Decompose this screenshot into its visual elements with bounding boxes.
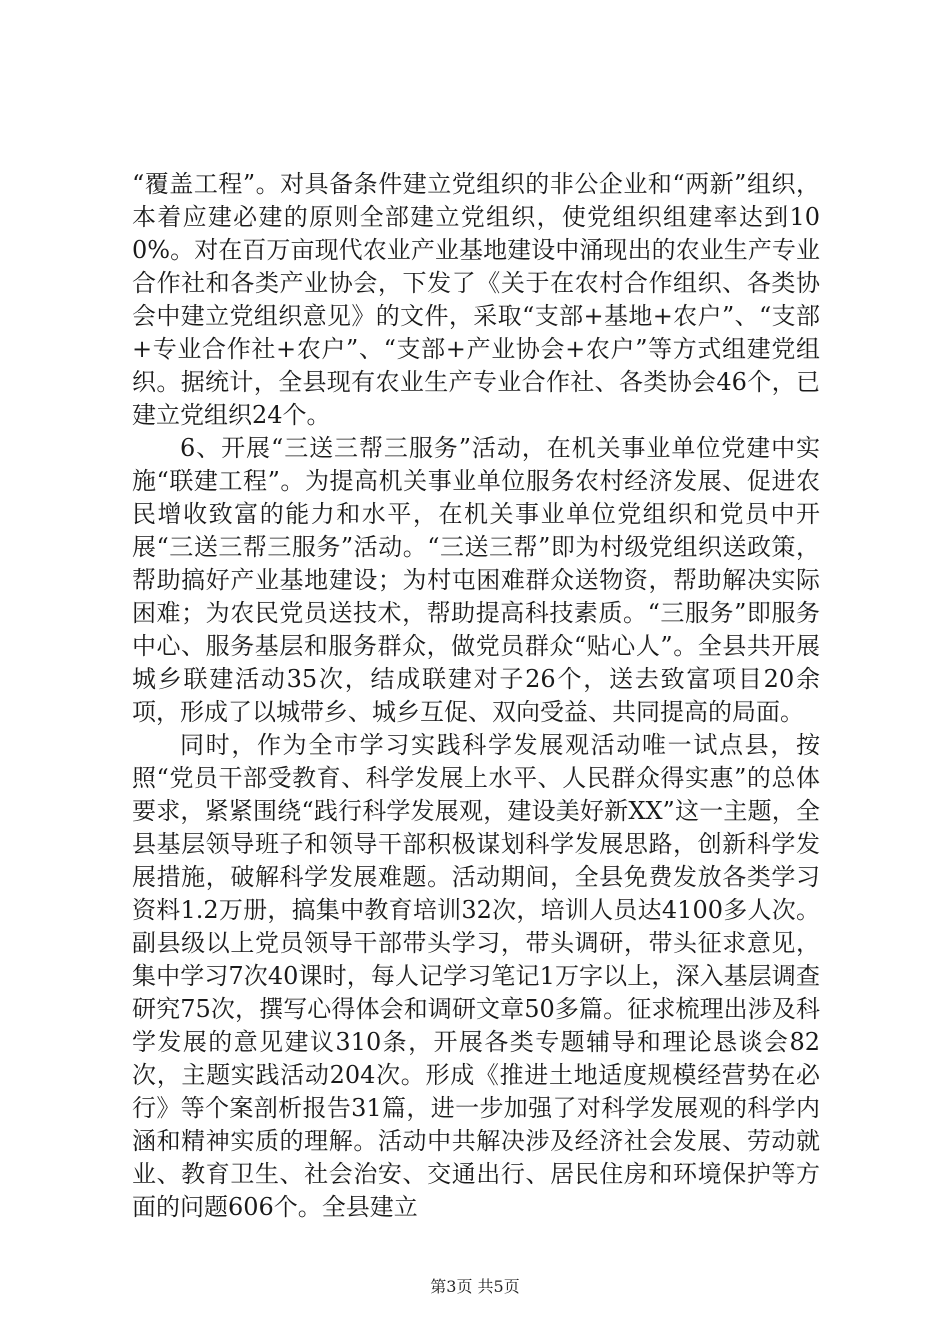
- page-number-footer: 第3页 共5页: [430, 1277, 520, 1296]
- document-body: [132, 168, 820, 1224]
- paragraph-three-send-three-help: 6、开展“三送三帮三服务”活动，在机关事业单位党建中实施“联建工程”。为提高机关事业单位服务农村经济发展、促进农民增收致富的能力和水平，在机关事业单位党组织和党员中开展“三送三帮三服务”活动。“三送三帮”即为村级党组织送政策，帮助搞好产业基地建设；为村屯困难群众送物资，帮助解决实际困难；为农民党员送技术，帮助提高科技素质。“三服务”即服务中心、服务基层和服务群众，做党员群众“贴心人”。全县共开展城乡联建活动35次，结成联建对子26个，送去致富项目20余项，形成了以城带乡、城乡互促、双向受益、共同提高的局面。: [132, 434, 820, 726]
- paragraph-coverage-project: “覆盖工程”。对具备条件建立党组织的非公企业和“两新”组织，本着应建必建的原则全部建立党组织，使党组织组建率达到100%。对在百万亩现代农业产业基地建设中涌现出的农业生产专业合作社和各类产业协会，下发了《关于在农村合作组织、各类协会中建立党组织意见》的文件，采取“支部+基地+农户”、“支部+专业合作社+农户”、“支部+产业协会+农户”等方式组建党组织。据统计，全县现有农业生产专业合作社、各类协会46个，已建立党组织24个。: [132, 170, 820, 429]
- paragraph-scientific-development: 同时，作为全市学习实践科学发展观活动唯一试点县，按照“党员干部受教育、科学发展上水平、人民群众得实惠”的总体要求，紧紧围绕“践行科学发展观，建设美好新XX”这一主题，全县基层领导班子和领导干部积极谋划科学发展思路，创新科学发展措施，破解科学发展难题。活动期间，全县免费发放各类学习资料1.2万册，搞集中教育培训32次，培训人员达4100多人次。副县级以上党员领导干部带头学习，带头调研，带头征求意见，集中学习7次40课时，每人记学习笔记1万字以上，深入基层调查研究75次，撰写心得体会和调研文章50多篇。征求梳理出涉及科学发展的意见建议310条，开展各类专题辅导和理论恳谈会82次，主题实践活动204次。形成《推进土地适度规模经营势在必行》等个案剖析报告31篇，进一步加强了对科学发展观的科学内涵和精神实质的理解。活动中共解决涉及经济社会发展、劳动就业、教育卫生、社会治安、交通出行、居民住房和环境保护等方面的问题606个。全县建立: [132, 731, 820, 1221]
